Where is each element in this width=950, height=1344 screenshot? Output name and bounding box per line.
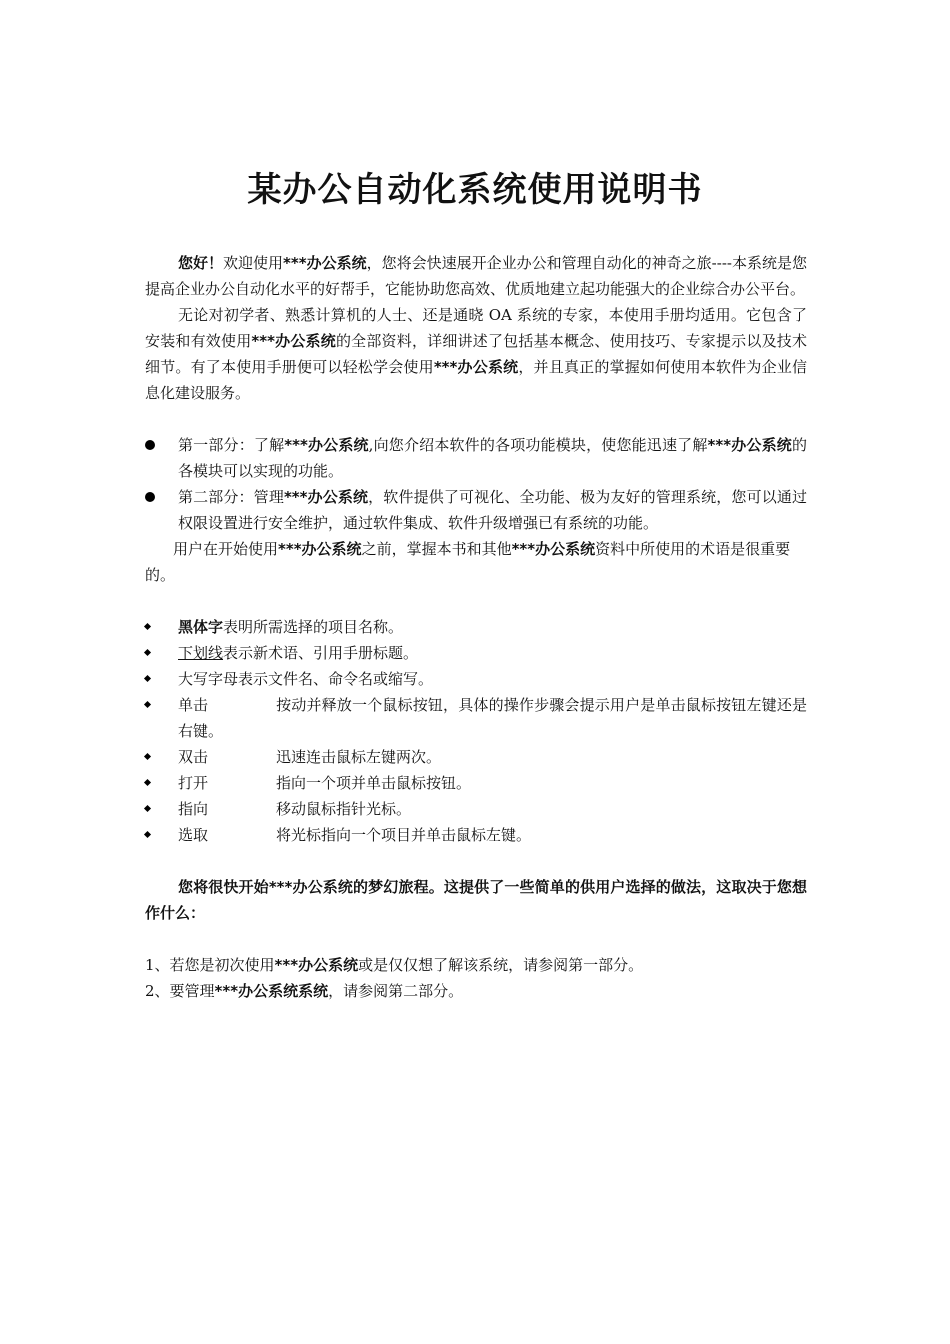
convention-key: 下划线 <box>178 644 224 662</box>
product-name: ***办公系统系统 <box>214 982 329 1000</box>
term-definition: 按动并释放一个鼠标按钮，具体的操作步骤会提示用户是单击鼠标按钮左键还是右键。 <box>178 696 807 740</box>
diamond-bullet-icon <box>144 831 151 838</box>
term-item <box>145 770 807 796</box>
product-name: ***办公系统 <box>283 254 367 272</box>
term-item <box>145 796 807 822</box>
term-definition: 移动鼠标指针光标。 <box>276 800 412 818</box>
bullet-icon <box>145 492 155 502</box>
list-item: 第一部分：了解***办公系统,向您介绍本软件的各项功能模块，使您能迅速了解***办公系统的各模块可以实现的功能。 <box>145 432 807 484</box>
product-name: ***办公系统 <box>251 332 336 350</box>
term-label: 单击 <box>178 696 209 714</box>
list-item: 大写字母表示文件名、命令名或缩写。 <box>145 666 807 692</box>
diamond-bullet-icon <box>144 779 151 786</box>
document-body <box>145 250 807 1004</box>
term-label: 打开 <box>178 774 209 792</box>
parts-list <box>145 432 807 536</box>
diamond-bullet-icon <box>144 701 151 708</box>
terms-intro-paragraph: 用户在开始使用***办公系统之前，掌握本书和其他***办公系统资料中所使用的术语是很重要的。 <box>145 540 791 584</box>
journey-paragraph: 您将很快开始***办公系统的梦幻旅程。这提供了一些简单的供用户选择的做法，这取决于您想作什么： <box>145 878 807 922</box>
audience-paragraph: 无论对初学者、熟悉计算机的人士、还是通晓 OA 系统的专家，本使用手册均适用。它包含了安装和有效使用***办公系统的全部资料，详细讲述了包括基本概念、使用技巧、专家提示以及技术细节。有了本使用手册便可以轻松学会使用***办公系统，并且真正的掌握如何使用本软件为企业信息化建设服务。 <box>145 306 807 402</box>
diamond-bullet-icon <box>144 805 151 812</box>
diamond-bullet-icon <box>144 675 151 682</box>
term-definition: 将光标指向一个项目并单击鼠标左键。 <box>276 826 532 844</box>
product-name: ***办公系统 <box>707 436 792 454</box>
diamond-bullet-icon <box>144 753 151 760</box>
list-item: 第二部分：管理***办公系统，软件提供了可视化、全功能、极为友好的管理系统，您可以通过权限设置进行安全维护，通过软件集成、软件升级增强已有系统的功能。 <box>145 484 807 536</box>
greeting: 您好！ <box>178 254 224 272</box>
term-label: 选取 <box>178 826 209 844</box>
bullet-icon <box>145 440 155 450</box>
diamond-bullet-icon <box>144 649 151 656</box>
term-definition: 迅速连击鼠标左键两次。 <box>276 748 442 766</box>
list-item: 黑体字表明所需选择的项目名称。 <box>145 614 807 640</box>
option-line: 2、要管理***办公系统系统，请参阅第二部分。 <box>145 982 464 1000</box>
list-item: 下划线表示新术语、引用手册标题。 <box>145 640 807 666</box>
document-title: 某办公自动化系统使用说明书 <box>247 170 703 210</box>
term-item <box>145 744 807 770</box>
diamond-bullet-icon <box>144 623 151 630</box>
option-line: 1、若您是初次使用***办公系统或是仅仅想了解该系统，请参阅第一部分。 <box>145 956 644 974</box>
term-label: 双击 <box>178 748 209 766</box>
product-name: ***办公系统 <box>283 488 369 506</box>
welcome-paragraph: 您好！欢迎使用***办公系统，您将会快速展开企业办公和管理自动化的神奇之旅----本系统是您提高企业办公自动化水平的好帮手，它能协助您高效、优质地建立起功能强大的企业综合办公平台。 <box>145 254 807 298</box>
term-item <box>145 692 807 744</box>
product-name: ***办公系统 <box>284 436 369 454</box>
convention-key: 黑体字 <box>178 618 224 636</box>
product-name: ***办公系统 <box>433 358 519 376</box>
product-name: ***办公系统 <box>274 956 359 974</box>
product-name: ***办公系统 <box>511 540 596 558</box>
term-item <box>145 822 807 848</box>
conventions-list <box>145 614 807 848</box>
term-label: 指向 <box>178 800 209 818</box>
product-name: ***办公系统 <box>278 540 362 558</box>
term-definition: 指向一个项并单击鼠标按钮。 <box>276 774 472 792</box>
